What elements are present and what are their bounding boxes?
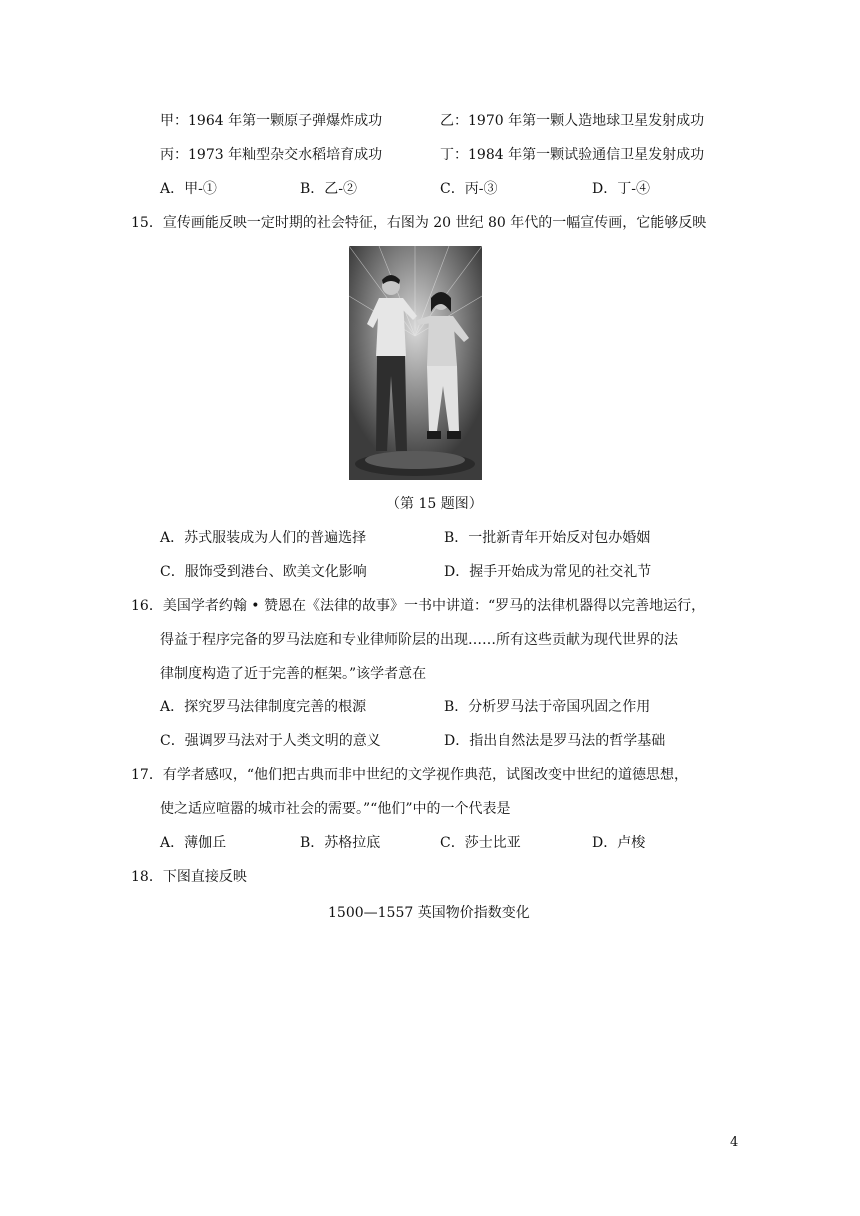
- chart-title: 1500—1557 英国物价指数变化: [328, 905, 530, 921]
- q16-option-c: C．强调罗马法对于人类文明的意义: [160, 733, 381, 749]
- option-a: A．甲-①: [160, 181, 217, 197]
- option-d: D．丁-④: [592, 181, 650, 197]
- question-16-line-2: 得益于程序完备的罗马法庭和专业律师阶层的出现……所有这些贡献为现代世界的法: [160, 632, 678, 648]
- question-16-line-3: 律制度构造了近于完善的框架。”该学者意在: [160, 666, 427, 682]
- q16-option-d: D．指出自然法是罗马法的哲学基础: [444, 733, 666, 749]
- item-ding: 丁：1984 年第一颗试验通信卫星发射成功: [440, 147, 705, 163]
- figure-15-caption: （第 15 题图）: [386, 496, 483, 512]
- q16-option-a: A．探究罗马法律制度完善的根源: [160, 699, 367, 715]
- item-bing: 丙：1973 年籼型杂交水稻培育成功: [160, 147, 383, 163]
- q17-option-d: D．卢梭: [592, 835, 646, 851]
- page-number: 4: [730, 1135, 739, 1150]
- q15-option-c: C．服饰受到港台、欧美文化影响: [160, 564, 367, 580]
- q15-option-b: B．一批新青年开始反对包办婚姻: [444, 530, 651, 546]
- option-b: B．乙-②: [300, 181, 358, 197]
- q15-option-d: D．握手开始成为常见的社交礼节: [444, 564, 652, 580]
- item-jia: 甲：1964 年第一颗原子弹爆炸成功: [160, 113, 383, 129]
- q17-option-b: B．苏格拉底: [300, 835, 381, 851]
- question-17-line-2: 使之适应喧嚣的城市社会的需要。”“他们”中的一个代表是: [160, 801, 511, 817]
- item-yi: 乙：1970 年第一颗人造地球卫星发射成功: [440, 113, 705, 129]
- option-c: C．丙-③: [440, 181, 498, 197]
- question-18-stem: 18．下图直接反映: [131, 869, 247, 885]
- question-17-line-1: 17．有学者感叹，“他们把古典而非中世纪的文学视作典范，试图改变中世纪的道德思想，: [131, 767, 688, 783]
- poster-illustration: [349, 246, 482, 480]
- q15-option-a: A．苏式服装成为人们的普遍选择: [160, 530, 367, 546]
- q17-option-a: A．薄伽丘: [160, 835, 227, 851]
- question-16-line-1: 16．美国学者约翰 • 赞恩在《法律的故事》一书中讲道：“罗马的法律机器得以完善地运行，: [131, 598, 706, 614]
- propaganda-poster-image: [349, 246, 482, 480]
- question-15-stem: 15．宣传画能反映一定时期的社会特征，右图为 20 世纪 80 年代的一幅宣传画，它能够反映: [131, 215, 707, 231]
- q17-option-c: C．莎士比亚: [440, 835, 521, 851]
- q16-option-b: B．分析罗马法于帝国巩固之作用: [444, 699, 651, 715]
